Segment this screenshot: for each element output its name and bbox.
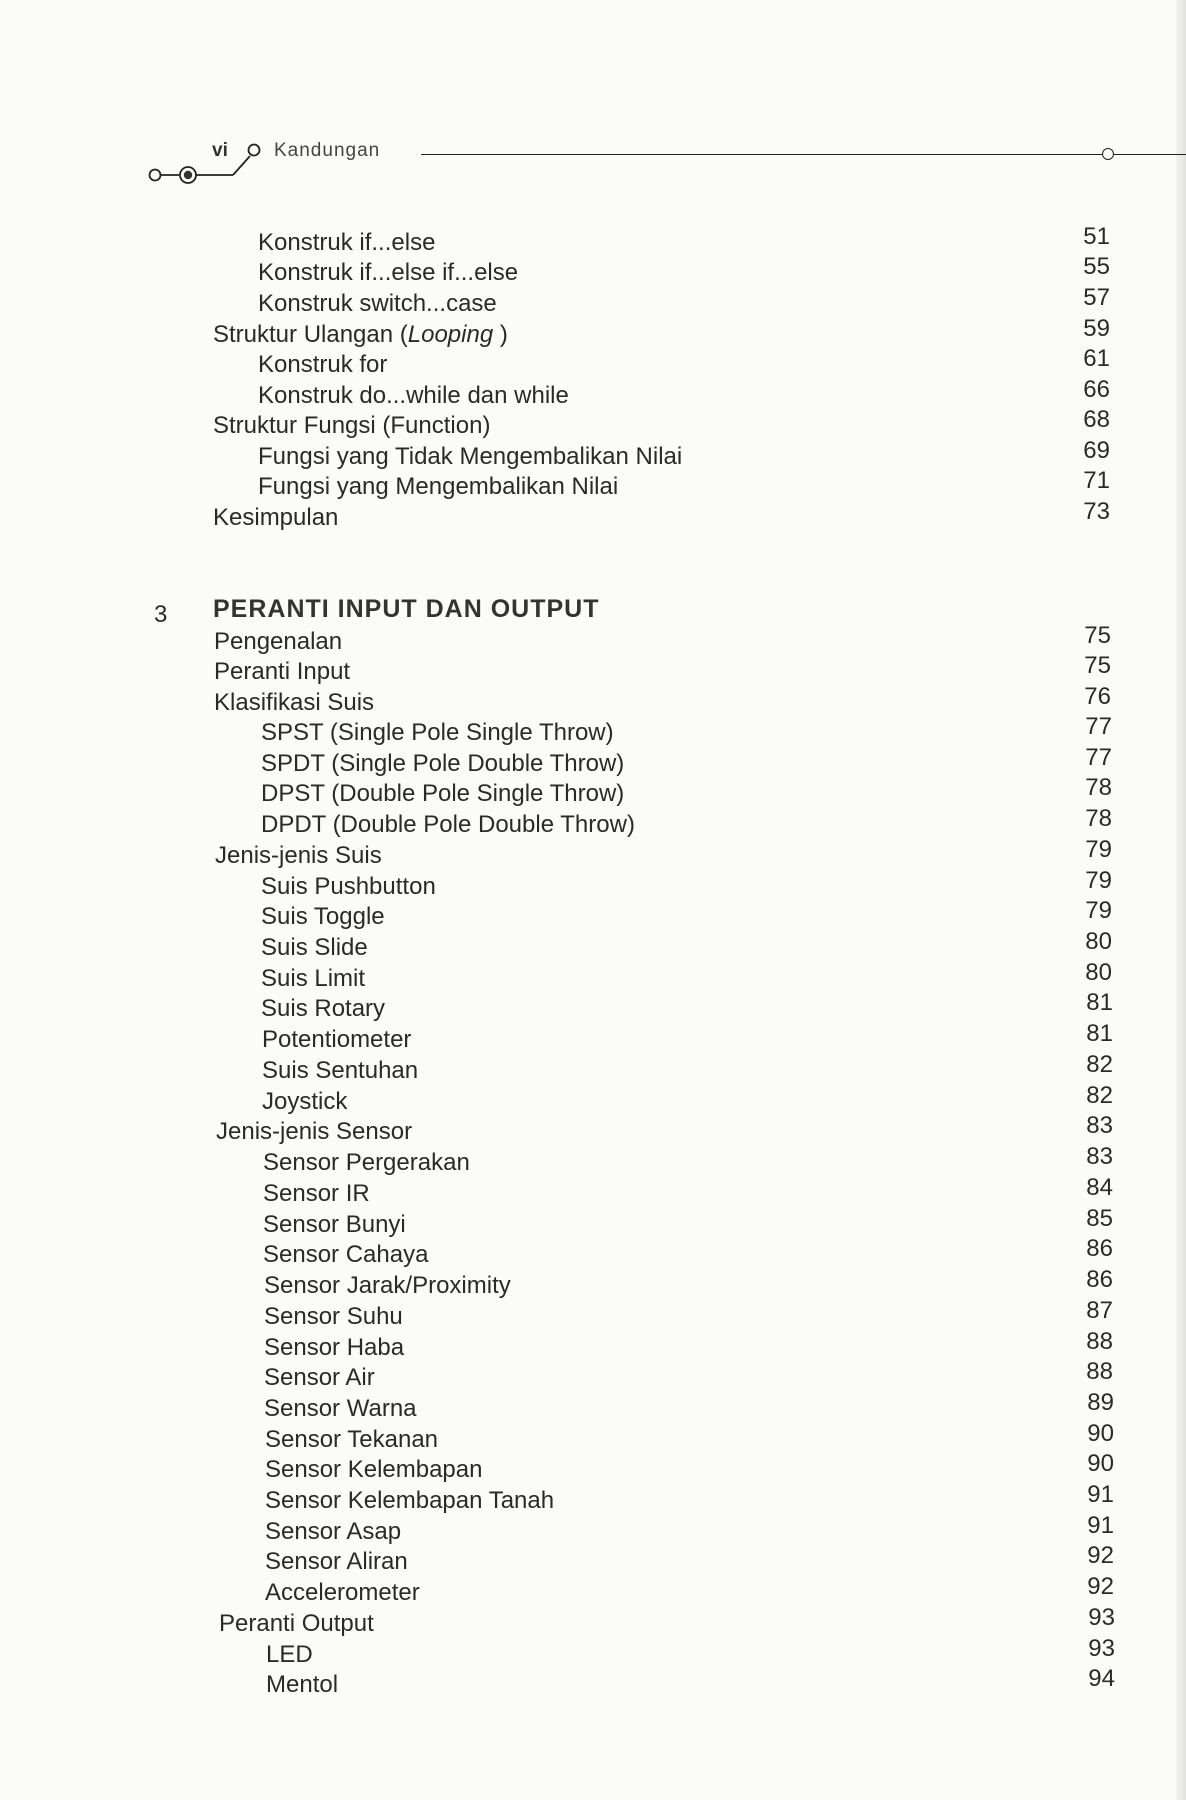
toc-page-number: 84 [1086, 1174, 1113, 1201]
toc-entry: Pengenalan [214, 628, 343, 655]
toc-entry: Sensor Tekanan [265, 1426, 439, 1453]
toc-entry: Konstruk do...while dan while [258, 382, 569, 409]
header-rule [421, 154, 1186, 155]
toc-page-number: 90 [1087, 1420, 1114, 1447]
toc-entry: Sensor IR [263, 1180, 370, 1207]
toc-entry: Potentiometer [262, 1026, 412, 1053]
chapter-title: PERANTI INPUT DAN OUTPUT [213, 595, 600, 623]
chapter-number: 3 [154, 601, 168, 628]
toc-page-number: 66 [1083, 376, 1110, 403]
circuit-ornament-icon [146, 128, 266, 188]
toc-page-number: 75 [1084, 652, 1111, 679]
toc-entry: SPDT (Single Pole Double Throw) [261, 750, 625, 777]
toc-entry: Peranti Input [214, 658, 351, 685]
toc-entry: Konstruk switch...case [258, 290, 497, 317]
toc-entry: SPST (Single Pole Single Throw) [261, 719, 614, 746]
toc-page-number: 73 [1083, 498, 1110, 525]
toc-entry: Sensor Kelembapan [265, 1456, 483, 1483]
toc-entry: Suis Limit [261, 965, 366, 992]
toc-page-number: 76 [1084, 683, 1111, 710]
toc-entry: Jenis-jenis Suis [215, 842, 382, 869]
toc-page-number: 81 [1086, 1020, 1113, 1047]
toc-entry: Suis Rotary [261, 995, 386, 1022]
toc-entry: Struktur Fungsi (Function) [213, 412, 491, 439]
toc-entry: Sensor Cahaya [263, 1241, 429, 1268]
toc-entry: Suis Slide [261, 934, 368, 961]
toc-page-number: 85 [1086, 1205, 1113, 1232]
toc-page-number: 79 [1085, 836, 1112, 863]
toc-entry: Kesimpulan [213, 504, 339, 531]
toc-page-number: 92 [1087, 1573, 1114, 1600]
toc-entry: Suis Sentuhan [262, 1057, 419, 1084]
page-edge-shadow [1176, 0, 1186, 1800]
toc-entry: Sensor Warna [264, 1395, 417, 1422]
toc-entry: Accelerometer [265, 1579, 420, 1606]
toc-page-number: 87 [1086, 1297, 1113, 1324]
toc-page-number: 78 [1085, 805, 1112, 832]
toc-entry: Joystick [262, 1088, 348, 1115]
toc-entry: Fungsi yang Mengembalikan Nilai [258, 473, 619, 500]
toc-page-number: 78 [1085, 774, 1112, 801]
toc-entry: Jenis-jenis Sensor [216, 1118, 413, 1145]
toc-page-number: 61 [1083, 345, 1110, 372]
toc-entry: Sensor Pergerakan [263, 1149, 470, 1176]
toc-entry: Konstruk for [258, 351, 388, 378]
toc-page-number: 79 [1085, 867, 1112, 894]
toc-page-number: 68 [1083, 406, 1110, 433]
toc-page-number: 75 [1084, 622, 1111, 649]
toc-page-number: 77 [1085, 744, 1112, 771]
toc-page-number: 90 [1087, 1450, 1114, 1477]
toc-page-number: 59 [1083, 315, 1110, 342]
toc-page-number: 57 [1083, 284, 1110, 311]
toc-entry: Mentol [266, 1671, 339, 1698]
toc-page-number: 77 [1085, 713, 1112, 740]
toc-page-number: 83 [1086, 1112, 1113, 1139]
toc-page-number: 86 [1086, 1235, 1113, 1262]
toc-page-number: 86 [1086, 1266, 1113, 1293]
toc-page-number: 83 [1086, 1143, 1113, 1170]
toc-entry: Struktur Ulangan (Looping ) [213, 321, 508, 348]
rule-end-circle-icon [1102, 148, 1114, 160]
toc-page-number: 92 [1087, 1542, 1114, 1569]
toc-page-number: 82 [1086, 1082, 1113, 1109]
toc-page-number: 94 [1088, 1665, 1115, 1692]
toc-entry: Peranti Output [219, 1610, 374, 1637]
toc-page-number: 93 [1088, 1635, 1115, 1662]
toc-page-number: 51 [1083, 223, 1110, 250]
toc-entry: Sensor Aliran [265, 1548, 408, 1575]
toc-page-number: 69 [1083, 437, 1110, 464]
toc-page-number: 89 [1087, 1389, 1114, 1416]
toc-entry: Suis Toggle [261, 903, 385, 930]
toc-entry: Suis Pushbutton [261, 873, 436, 900]
toc-entry: LED [266, 1641, 313, 1668]
toc-entry: Klasifikasi Suis [214, 689, 375, 716]
toc-page-number: 91 [1087, 1481, 1114, 1508]
toc-page-number: 79 [1085, 897, 1112, 924]
toc-entry: Konstruk if...else [258, 229, 436, 256]
running-title: Kandungan [274, 140, 381, 161]
page-number: vi [212, 140, 228, 161]
toc-entry: Konstruk if...else if...else [258, 259, 519, 286]
toc-page-number: 88 [1086, 1328, 1113, 1355]
toc-entry: Sensor Haba [264, 1334, 405, 1361]
toc-page-number: 55 [1083, 253, 1110, 280]
toc-entry: Sensor Air [264, 1364, 375, 1391]
toc-page-number: 80 [1085, 928, 1112, 955]
toc-page-number: 93 [1088, 1604, 1115, 1631]
toc-page-number: 82 [1086, 1051, 1113, 1078]
toc-page-number: 91 [1087, 1512, 1114, 1539]
toc-entry: Sensor Asap [265, 1518, 402, 1545]
toc-entry: Sensor Jarak/Proximity [264, 1272, 511, 1299]
toc-page-number: 81 [1086, 989, 1113, 1016]
toc-entry: Sensor Bunyi [263, 1211, 406, 1238]
toc-entry: DPST (Double Pole Single Throw) [261, 780, 625, 807]
toc-page-number: 88 [1086, 1358, 1113, 1385]
toc-entry: Fungsi yang Tidak Mengembalikan Nilai [258, 443, 683, 470]
toc-entry: Sensor Suhu [264, 1303, 403, 1330]
toc-page-number: 80 [1085, 959, 1112, 986]
toc-page-number: 71 [1083, 467, 1110, 494]
running-header [146, 128, 1106, 188]
toc-entry: Sensor Kelembapan Tanah [265, 1487, 555, 1514]
toc-entry: DPDT (Double Pole Double Throw) [261, 811, 635, 838]
